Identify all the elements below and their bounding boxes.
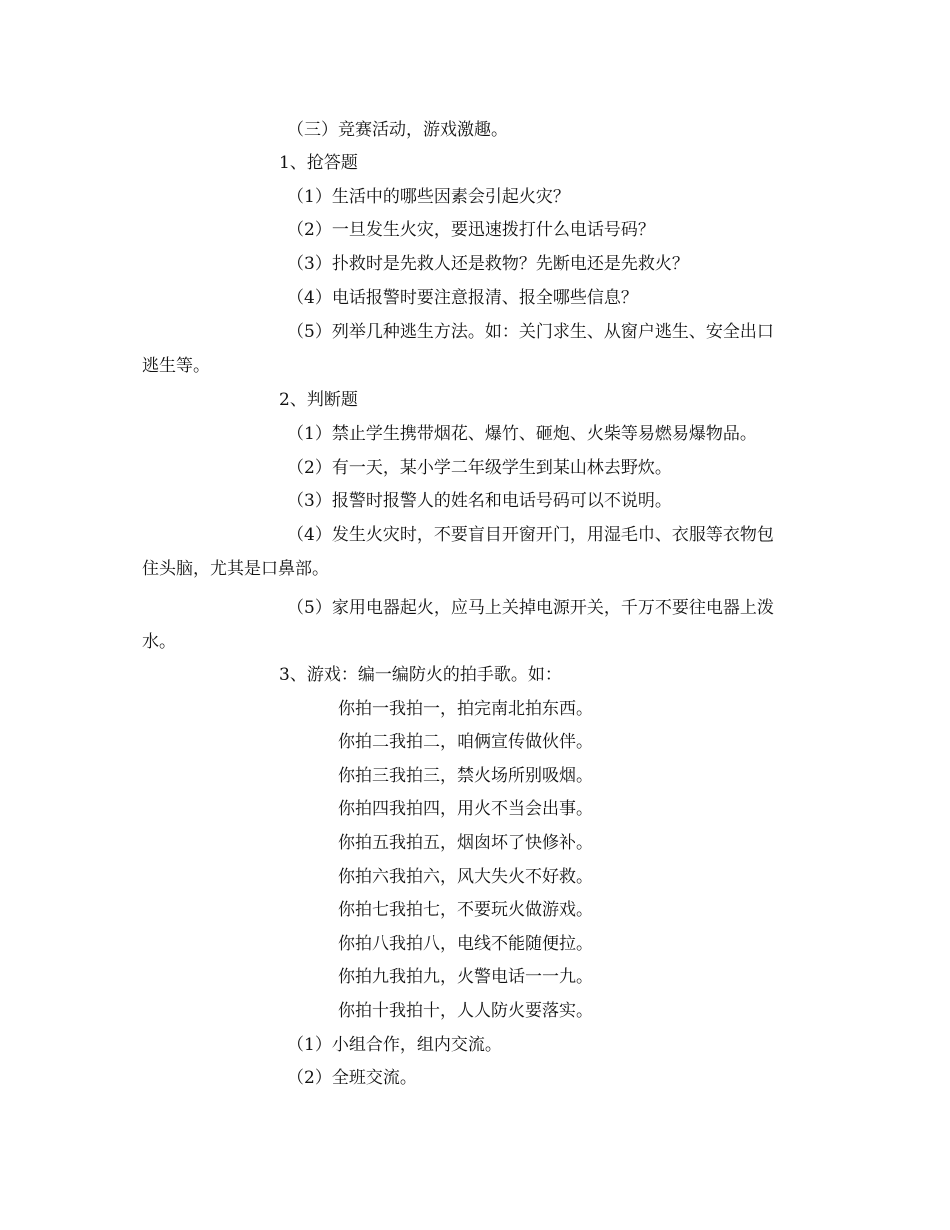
- song-line-1: 你拍一我拍一，拍完南北拍东西。: [338, 699, 593, 719]
- song-line-3: 你拍三我拍三，禁火场所别吸烟。: [338, 766, 593, 786]
- judge-statement-5-continued: 水。: [142, 632, 176, 652]
- song-line-9: 你拍九我拍九，火警电话一一九。: [338, 967, 593, 987]
- judge-statement-1: （1）禁止学生携带烟花、爆竹、砸炮、火柴等易燃易爆物品。: [287, 424, 757, 444]
- song-line-5: 你拍五我拍五，烟囱坏了快修补。: [338, 833, 593, 853]
- quiz-question-4: （4）电话报警时要注意报清、报全哪些信息？: [287, 288, 638, 308]
- section-title: （三）竞赛活动，游戏激趣。: [287, 120, 508, 140]
- judge-statement-5: （5）家用电器起火，应马上关掉电源开关，千万不要往电器上泼: [287, 598, 774, 618]
- quiz-question-5-continued: 逃生等。: [142, 356, 210, 376]
- judge-heading: 2、判断题: [279, 390, 358, 410]
- quiz-question-2: （2）一旦发生火灾，要迅速拨打什么电话号码？: [287, 220, 655, 240]
- song-line-8: 你拍八我拍八，电线不能随便拉。: [338, 934, 593, 954]
- activity-step-1: （1）小组合作，组内交流。: [287, 1035, 502, 1055]
- game-heading: 3、游戏：编一编防火的拍手歌。如：: [279, 665, 562, 685]
- song-line-6: 你拍六我拍六，风大失火不好救。: [338, 867, 593, 887]
- song-line-10: 你拍十我拍十，人人防火要落实。: [338, 1001, 593, 1021]
- judge-statement-4-continued: 住头脑，尤其是口鼻部。: [142, 559, 329, 579]
- song-line-2: 你拍二我拍二，咱俩宣传做伙伴。: [338, 732, 593, 752]
- song-line-4: 你拍四我拍四，用火不当会出事。: [338, 799, 593, 819]
- quiz-question-1: （1）生活中的哪些因素会引起火灾？: [287, 187, 570, 207]
- judge-statement-2: （2）有一天，某小学二年级学生到某山林去野炊。: [287, 458, 672, 478]
- quiz-question-5: （5）列举几种逃生方法。如：关门求生、从窗户逃生、安全出口: [287, 322, 774, 342]
- judge-statement-3: （3）报警时报警人的姓名和电话号码可以不说明。: [287, 491, 672, 511]
- activity-step-2: （2）全班交流。: [287, 1068, 417, 1088]
- judge-statement-4: （4）发生火灾时，不要盲目开窗开门，用湿毛巾、衣服等衣物包: [287, 525, 774, 545]
- song-line-7: 你拍七我拍七，不要玩火做游戏。: [338, 900, 593, 920]
- quiz-question-3: （3）扑救时是先救人还是救物？先断电还是先救火？: [287, 254, 689, 274]
- quiz-heading: 1、抢答题: [279, 153, 358, 173]
